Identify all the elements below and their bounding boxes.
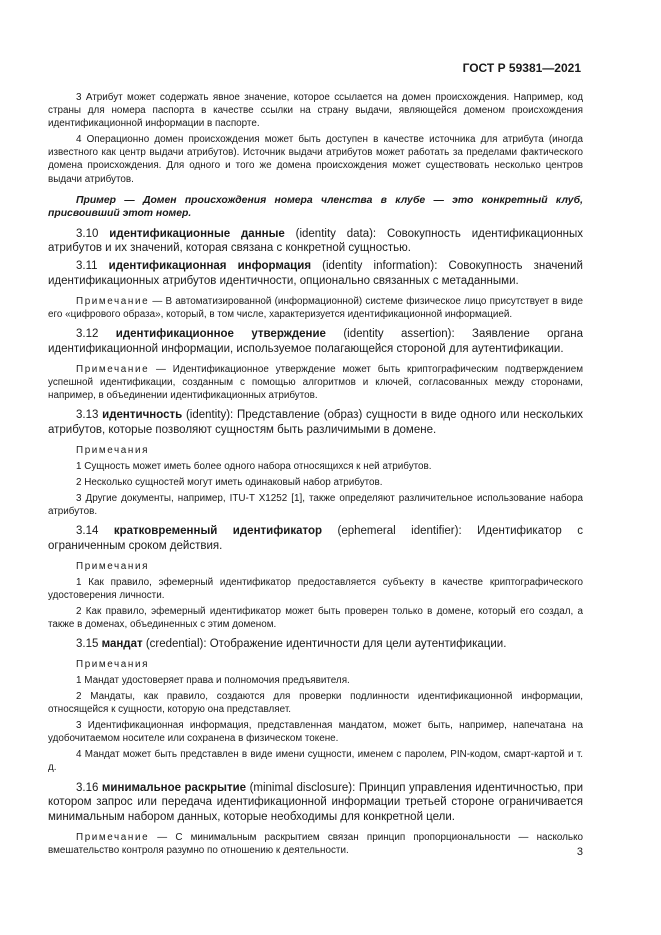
term-body: (identity): Представление (образ) сущности в виде одного или нескольких атрибутов, которые позволяют сущностям быть различимыми в домене. [48,408,583,436]
term-definition [48,259,583,289]
labeled-note [48,831,583,857]
term-body: (minimal disclosure): Принцип управления идентичностью, при котором запрос или передача идентификационной информации третьей стороне ограничивается минимальным набором данных, которые необходимы для конкретной цели. [48,781,583,824]
notes-label: Примечания [76,560,150,572]
term-number: 3.10 [76,227,99,240]
note-body: — С минимальным раскрытием связан принцип пропорциональности — насколько вмешательство контроля разумно по отношению к деятельности. [48,831,583,857]
term-name: кратковременный идентификатор [113,524,323,537]
labeled-note [48,363,583,402]
term-number: 3.11 [76,260,98,273]
note-body: — В автоматизированной (информационной) системе физическое лицо присутствует в виде его «цифрового образа», который, в том числе, характеризуется идентификационной информацией. [48,295,583,320]
note-item: 4 Мандат может быть представлен в виде имени сущности, именем с паролем, PIN-кодом, смарт-картой и т. д. [48,749,583,774]
example-paragraph: Пример — Домен происхождения номера членства в клубе — это конкретный клуб, присвоивший этот номер. [48,194,583,220]
term-body: (identity assertion): Заявление органа идентификационной информации, используемое полагающейся стороной для аутентификации. [48,328,583,355]
notes-label: Примечания [76,444,150,456]
term-name: идентификационная информация [108,260,312,273]
note-paragraph: 3 Атрибут может содержать явное значение, которое ссылается на домен происхождения. Например, код страны для номера паспорта в качестве ссылки на страну выдачи, являющейся доменом происхождения идентификационной информации в паспорте. [48,92,583,130]
note-item: 1 Мандат удостоверяет права и полномочия предъявителя. [76,674,350,686]
page-content [48,91,583,857]
note-item: 2 Несколько сущностей могут иметь одинаковый набор атрибутов. [76,476,383,488]
term-name: идентификационное утверждение [115,328,326,341]
term-name: идентификационные данные [109,227,285,240]
note-item: 2 Как правило, эфемерный идентификатор может быть проверен только в домене, который его создал, а также в доменах, объединенных с этим доменом. [48,605,583,630]
term-number: 3.14 [76,524,99,537]
term-body: (credential): Отображение идентичности для цели аутентификации. [142,638,507,651]
note-item: 2 Мандаты, как правило, создаются для проверки подлинности идентификационной информации, относящейся к сущности, которую она представляет. [48,691,583,716]
note-body: — Идентификационное утверждение может быть криптографическим подтверждением успешной идентификации, созданным с помощью алгоритмов и ключей, согласованных между сторонами, например, в объединении идентификационных атрибутов. [48,363,583,401]
labeled-note [48,295,583,321]
term-number: 3.12 [76,328,99,341]
note-item: 1 Сущность может иметь более одного набора относящихся к ней атрибутов. [76,460,432,472]
notes-label: Примечания [76,658,150,670]
term-definition [48,408,583,438]
term-body: (ephemeral identifier): Идентификатор с ограниченным сроком действия. [48,524,583,552]
term-body: (identity information): Совокупность значений идентификационных атрибутов идентичности, опционально связанных с метаданными. [48,260,583,288]
term-number: 3.15 [76,638,99,651]
term-definition [48,637,583,652]
note-label: Примечание [76,295,150,307]
term-number: 3.13 [76,408,99,421]
term-definition [48,327,583,357]
note-item: 3 Идентификационная информация, представленная мандатом, может быть, например, напечатана на удобочитаемом носителе или сохранена в физическом токене. [48,720,583,745]
term-body: (identity data): Совокупность идентификационных атрибутов и их значений, которая связана с конкретной сущностью. [48,227,583,255]
term-name: минимальное раскрытие [101,781,247,794]
note-label: Примечание [76,831,150,843]
term-definition [48,524,583,554]
note-item: 3 Другие документы, например, ITU-T X1252 [1], также определяют различительное использование набора атрибутов. [48,492,583,517]
note-item: 1 Как правило, эфемерный идентификатор предоставляется субъекту в качестве криптографического удостоверения личности. [48,576,583,601]
note-paragraph: 4 Операционно домен происхождения может быть доступен в качестве источника для атрибута (иногда известного как центр выдачи атрибутов). Источник выдачи атрибутов может работать за пределами фактического домена происхождения. Для одного и того же домена происхождения может существовать несколько центров выдачи атрибутов. [48,134,583,185]
term-number: 3.16 [76,781,99,794]
note-label: Примечание [76,363,150,375]
term-name: идентичность [102,408,183,421]
term-name: мандат [101,638,143,651]
term-definition [48,781,583,825]
term-definition [48,227,583,257]
standard-header: ГОСТ Р 59381—2021 [462,61,581,75]
page-number: 3 [576,846,583,858]
